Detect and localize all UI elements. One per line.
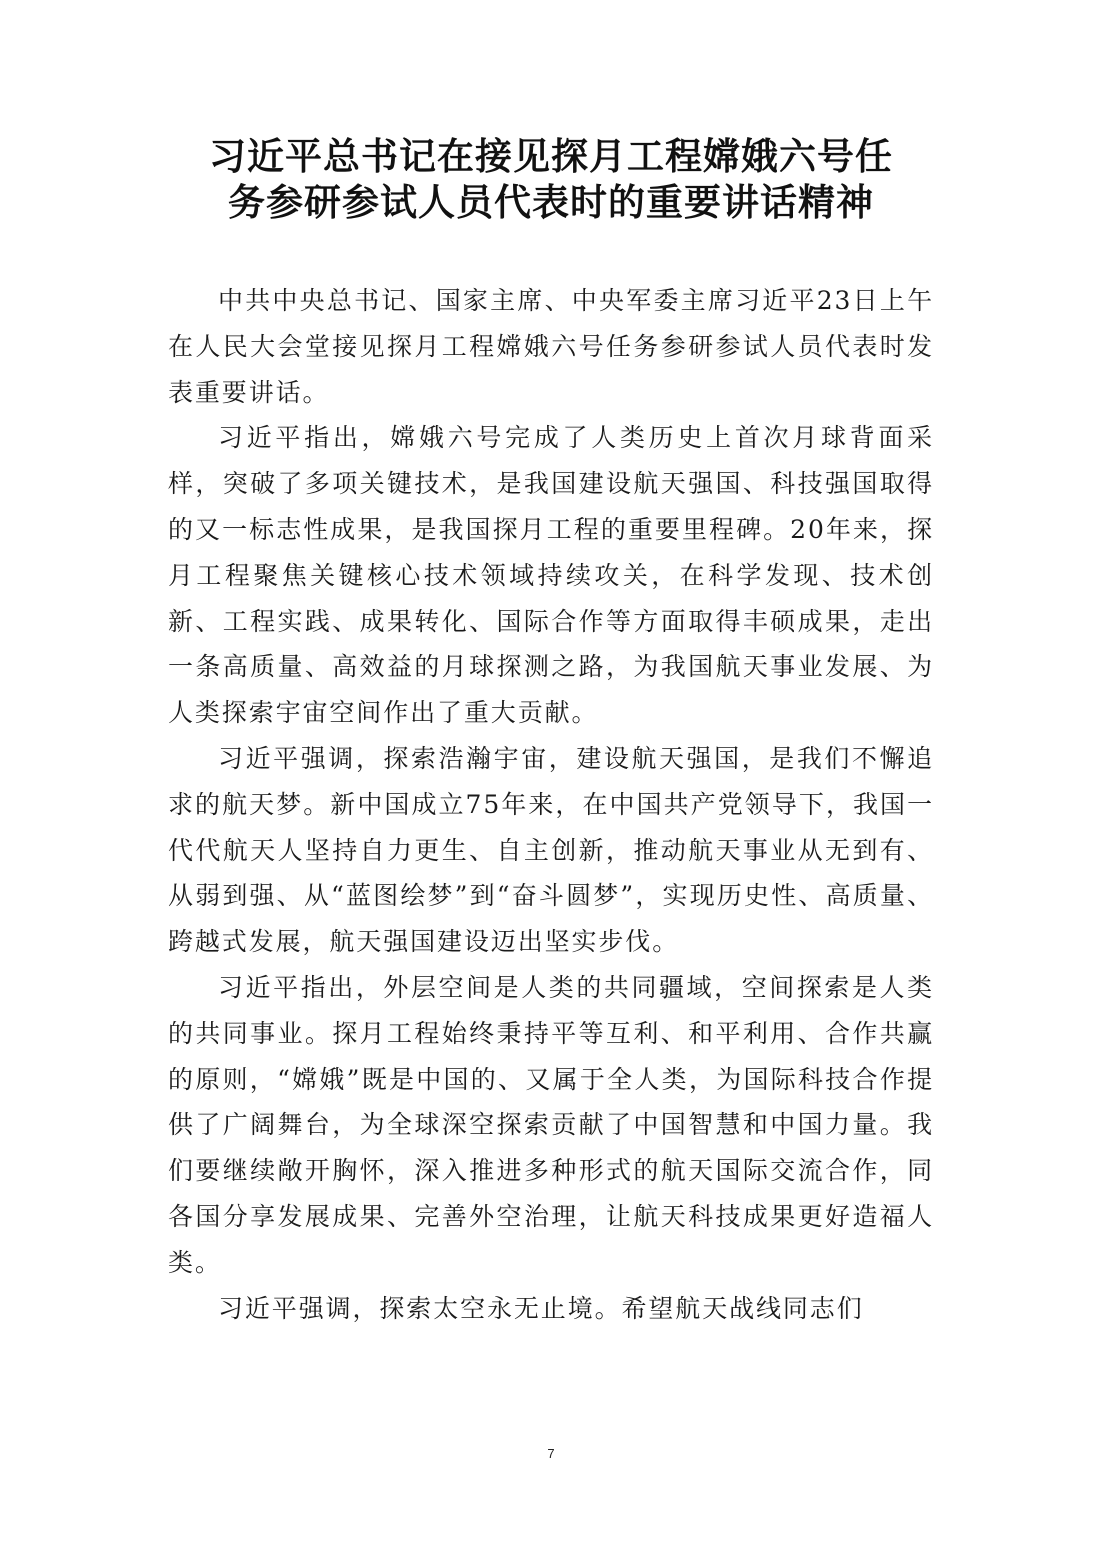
paragraph-5: 习近平强调，探索太空永无止境。希望航天战线同志们 [218, 1293, 864, 1323]
document-title [150, 133, 952, 225]
paragraph-2: 习近平指出，嫦娥六号完成了人类历史上首次月球背面采样，突破了多项关键技术，是我国建设航天强国、科技强国取得的又一标志性成果，是我国探月工程的重要里程碑。20年来，探月工程聚焦关键核心技术领域持续攻关，在科学发现、技术创新、工程实践、成果转化、国际合作等方面取得丰硕成果，走出一条高质量、高效益的月球探测之路，为我国航天事业发展、为人类探索宇宙空间作出了重大贡献。 [168, 423, 934, 728]
page-number: 7 [547, 1446, 555, 1461]
paragraph-1: 中共中央总书记、国家主席、中央军委主席习近平23日上午在人民大会堂接见探月工程嫦娥六号任务参研参试人员代表时发表重要讲话。 [168, 286, 934, 407]
paragraph-3: 习近平强调，探索浩瀚宇宙，建设航天强国，是我们不懈追求的航天梦。新中国成立75年来，在中国共产党领导下，我国一代代航天人坚持自力更生、自主创新，推动航天事业从无到有、从弱到强、从“蓝图绘梦”到“奋斗圆梦”，实现历史性、高质量、跨越式发展，航天强国建设迈出坚实步伐。 [168, 743, 934, 957]
document-body [168, 278, 934, 1331]
title-line-1: 习近平总书记在接见探月工程嫦娥六号任 [209, 134, 893, 178]
title-line-2: 务参研参试人员代表时的重要讲话精神 [228, 180, 874, 224]
paragraph-4: 习近平指出，外层空间是人类的共同疆域，空间探索是人类的共同事业。探月工程始终秉持平等互利、和平利用、合作共赢的原则，“嫦娥”既是中国的、又属于全人类，为国际科技合作提供了广阔舞台，为全球深空探索贡献了中国智慧和中国力量。我们要继续敞开胸怀，深入推进多种形式的航天国际交流合作，同各国分享发展成果、完善外空治理，让航天科技成果更好造福人类。 [168, 972, 934, 1277]
